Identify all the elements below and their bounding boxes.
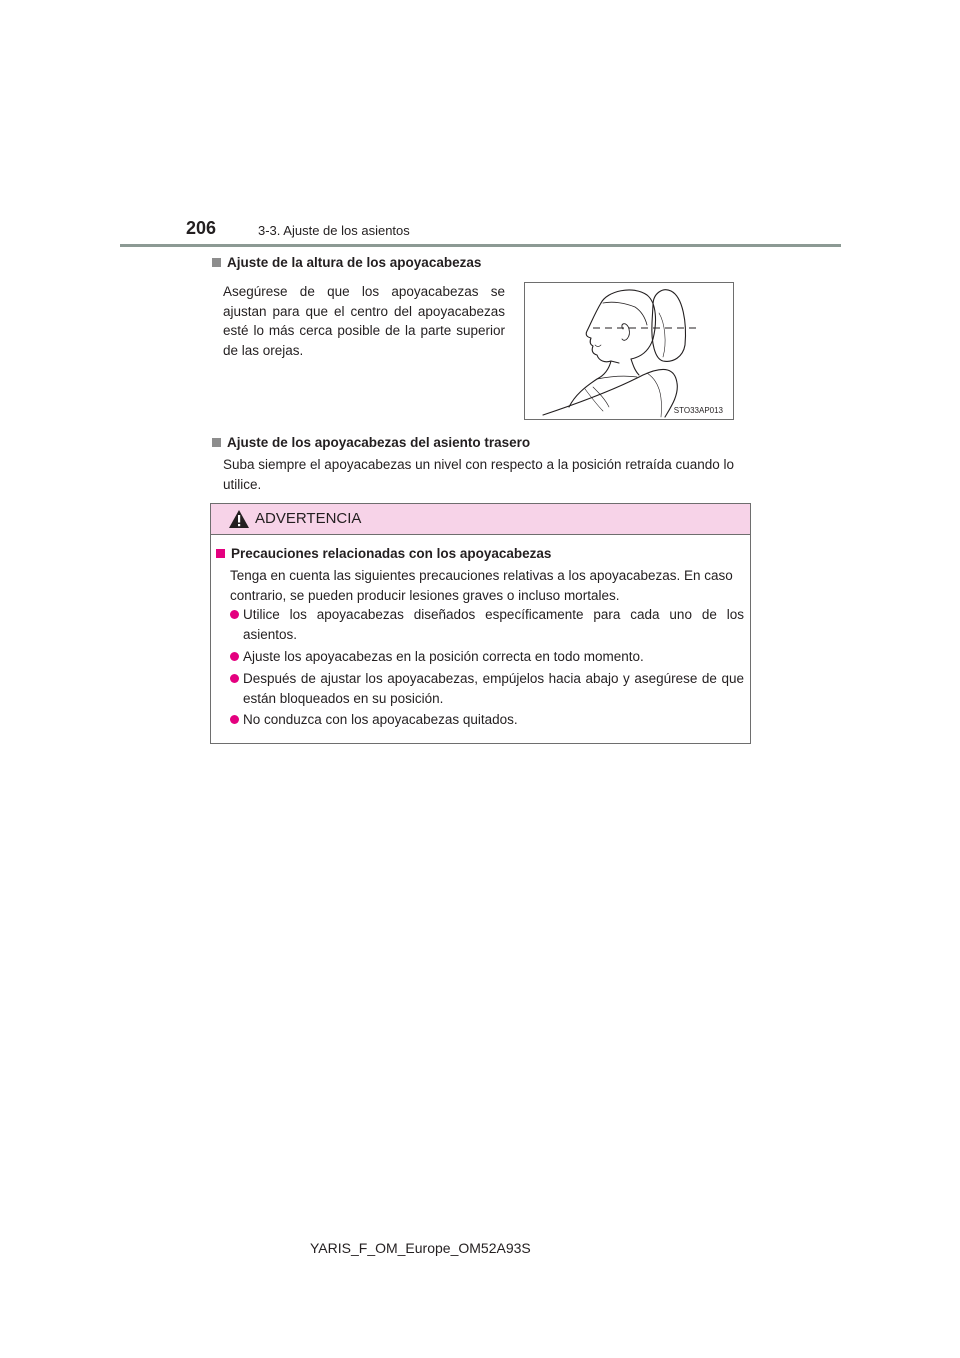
gray-square-bullet-icon [212, 438, 221, 447]
paragraph-line: están bloqueados en su posición. [243, 690, 444, 706]
paragraph-line: Suba siempre el apoyacabezas un nivel con respecto a la posición retraída cuando lo [223, 457, 735, 472]
headrest-height-paragraph [223, 282, 505, 360]
section-title: 3-3. Ajuste de los asientos [258, 223, 410, 238]
pink-circle-bullet-icon [230, 715, 239, 724]
warning-heading-text: Precauciones relacionadas con los apoyacabezas [231, 546, 552, 561]
paragraph-line: Después de ajustar los apoyacabezas, empújelos hacia abajo y asegúrese de que [243, 671, 744, 686]
warning-header [211, 504, 750, 535]
heading-headrest-height [212, 255, 481, 270]
pink-circle-bullet-icon [230, 674, 239, 683]
rear-headrest-paragraph [223, 455, 753, 494]
pink-circle-bullet-icon [230, 610, 239, 619]
paragraph-line: Ajuste los apoyacabezas en la posición correcta en todo momento. [243, 649, 644, 664]
heading-text: Ajuste de los apoyacabezas del asiento trasero [227, 435, 531, 450]
pink-square-bullet-icon [216, 549, 225, 558]
paragraph-line: utilice. [223, 476, 262, 492]
headrest-person-icon [525, 283, 733, 419]
warning-box [210, 503, 751, 744]
warning-title: ADVERTENCIA [255, 510, 362, 527]
warning-triangle-icon [228, 509, 250, 529]
paragraph-line: contrario, se pueden producir lesiones graves o incluso mortales. [230, 587, 620, 603]
paragraph-line: de las orejas. [223, 342, 304, 358]
paragraph-line: ajustan para que el centro del apoyacabezas [223, 303, 505, 319]
heading-text: Ajuste de la altura de los apoyacabezas [227, 255, 482, 270]
pink-circle-bullet-icon [230, 652, 239, 661]
paragraph-line: asientos. [243, 626, 298, 642]
paragraph-line: Asegúrese de que los apoyacabezas se [223, 284, 505, 299]
warning-intro [230, 566, 744, 605]
headrest-illustration [524, 282, 734, 420]
paragraph-line: Utilice los apoyacabezas diseñados específicamente para cada uno de los [243, 607, 744, 622]
document-id: YARIS_F_OM_Europe_OM52A93S [310, 1240, 531, 1256]
warning-bullet [243, 710, 744, 730]
paragraph-line: esté lo más cerca posible de la parte superior [223, 323, 505, 338]
paragraph-line: No conduzca con los apoyacabezas quitados. [243, 712, 518, 727]
warning-bullet [243, 647, 744, 667]
figure-code: STO33AP013 [673, 406, 723, 415]
paragraph-line: Tenga en cuenta las siguientes precauciones relativas a los apoyacabezas. En caso [230, 568, 733, 583]
gray-square-bullet-icon [212, 258, 221, 267]
warning-bullet [243, 669, 744, 708]
page-number: 206 [186, 218, 217, 238]
header-divider [120, 244, 841, 247]
heading-rear-headrests [212, 435, 530, 450]
warning-heading [216, 546, 551, 561]
warning-bullet [243, 605, 744, 644]
